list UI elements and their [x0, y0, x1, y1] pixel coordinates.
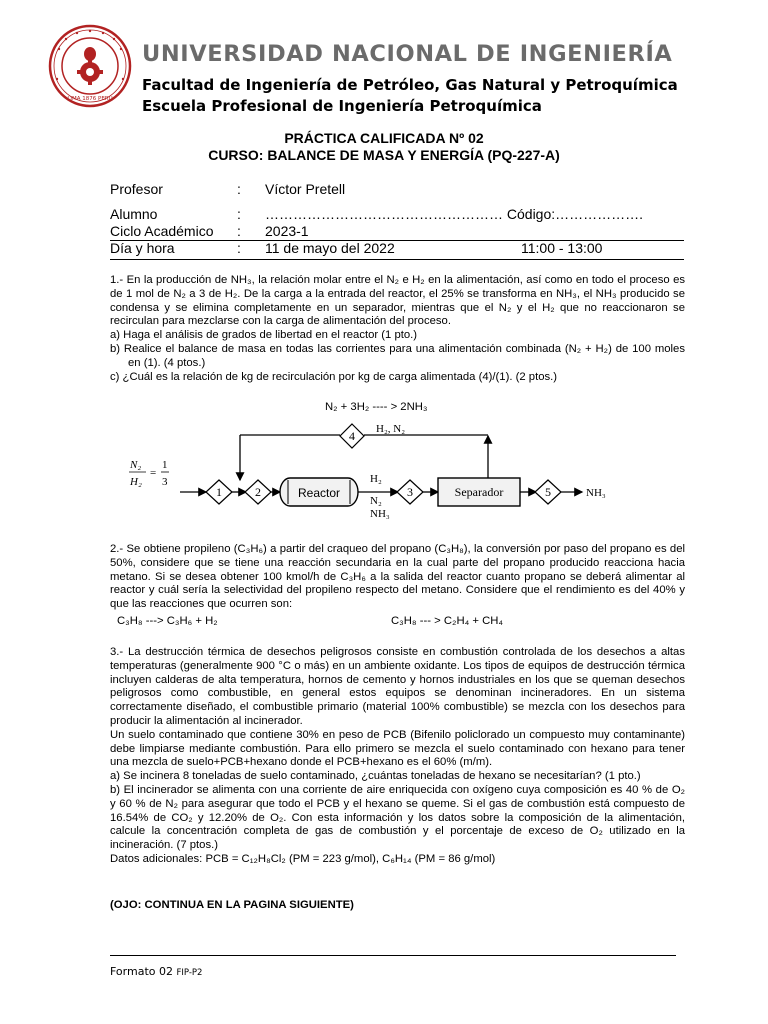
q3-paragraph-2: Un suelo contaminado que contiene 30% en peso de PCB (Bifenilo policlorado un compuesto muy contaminante) debe limpiarse mediante combustión. Para ello primero se mezcla el suelo contaminado con hexano para tener una mezcla de suelo+PCB+hexano donde el PCB+hexano es el 60% (m/m).: [110, 728, 685, 769]
ratio-denominator: H₂: [130, 476, 142, 488]
q3-part-b: b) El incinerador se alimenta con una corriente de aire enriquecida con oxígeno cuya composición es 40 % de O₂ y 60 % de N₂ para asegurar que todo el PCB y el hexano se queme. Si el gas de combustión está compuesto de 16.54% de CO₂ y 12.20% de O₂. Con esta información y los datos sobre la composición de la alimentación, calcule la concentración completa de gas de combustión y el porcentaje de exceso de O₂ utilizado en la incineración. (7 ptos.): [110, 783, 685, 852]
colon: :: [237, 223, 241, 239]
out-h2-label: H₂: [370, 473, 382, 485]
footer-format: [110, 965, 202, 978]
ciclo-value: 2023-1: [265, 223, 309, 239]
q1-part-a: a) Haga el análisis de grados de libertad en el reactor (1 pto.): [110, 329, 418, 342]
recycle-label: H₂, N₂: [376, 423, 406, 435]
q2-text: 2.- Se obtiene propileno (C₃H₆) a partir del craqueo del propano (C₃H₈), la conversión por paso del propano es del 50%, considere que se tiene una reacción secundaria en la cual parte del propano producido reacciona hacia metano. Si se desea obtener 100 kmol/h de C₃H₆ a la salida del reactor cuanto propano se deberá alimentar al reactor y cuál sería la selectividad del propileno respecto del metano. Considere que el rendimiento es del 40% y que las reacciones que ocurren son:: [110, 543, 685, 611]
q1-part-b: b) Realice el balance de masa en todas las corrientes para una alimentación combinada (N₂ + H₂) de 100 moles en (1). (4 ptos.): [110, 342, 685, 369]
stream-2-label: 2: [255, 485, 261, 499]
exam-title: PRÁCTICA CALIFICADA Nº 02: [284, 130, 484, 146]
ratio-value-den: 3: [162, 476, 168, 488]
q3-note: (OJO: CONTINUA EN LA PAGINA SIGUIENTE): [110, 899, 354, 911]
q2-reaction-1: C₃H₈ ---> C₃H₆ + H₂: [117, 615, 218, 627]
info-alumno: [110, 206, 690, 224]
hora-value: 11:00 - 13:00: [521, 240, 603, 256]
q3-data: Datos adicionales: PCB = C₁₂H₈Cl₂ (PM = 223 g/mol), C₆H₁₄ (PM = 86 g/mol): [110, 852, 496, 865]
stream-4-label: 4: [349, 429, 355, 443]
profesor-label: Profesor: [110, 181, 163, 197]
faculty-name: Facultad de Ingeniería de Petróleo, Gas Natural y Petroquímica: [142, 76, 678, 94]
info-dia: [110, 240, 690, 258]
footer-code: FIP-P2: [176, 968, 203, 978]
reactor-label: Reactor: [297, 486, 341, 500]
process-flow-diagram: [120, 418, 620, 528]
stream-5-label: 5: [545, 485, 551, 499]
colon: :: [237, 206, 241, 222]
q1-intro: 1.- En la producción de NH₃, la relación molar entre el N₂ e H₂ en la alimentación, así como en todo el proceso es de 1 mol de N₂ a 3 de H₂. De la carga a la entrada del reactor, el 25% se transforma en NH₃, el NH₃ producido se condensa y se elimina completamente en un separador, mientras que el N₂ y el H₂ que no reaccionaron se recirculan para mezclarse con la carga de alimentación del proceso.: [110, 274, 685, 328]
footer-format-text: Formato 02: [110, 965, 173, 978]
alumno-label: Alumno: [110, 206, 158, 222]
out-n2-label: N₂: [370, 495, 382, 507]
alumno-value: …………………………………………… Código:……………….: [265, 206, 644, 222]
question-3: [110, 646, 685, 867]
question-2: [110, 543, 685, 612]
ciclo-label: Ciclo Académico: [110, 223, 214, 239]
colon: :: [237, 181, 241, 197]
dia-label: Día y hora: [110, 240, 175, 256]
university-seal-logo: [48, 24, 132, 108]
ratio-value-num: 1: [162, 459, 168, 471]
stream-3-label: 3: [407, 485, 413, 499]
course-title: CURSO: BALANCE DE MASA Y ENERGÍA (PQ-227-A): [208, 147, 560, 163]
q2-reaction-2: C₃H₈ --- > C₂H₄ + CH₄: [391, 615, 504, 627]
svg-text:LIMA 1876 PERU: LIMA 1876 PERU: [67, 96, 113, 102]
product-label: NH₃: [586, 487, 606, 499]
q3-paragraph-1: 3.- La destrucción térmica de desechos peligrosos consiste en combustión controlada de los desechos a altas temperaturas (generalmente 900 °C o más) en un ambiente oxidante. Los tipos de equipos de destrucción térmica incluyen calderas de alta temperatura, hornos de cemento y hornos industriales en los que se queman desechos peligrosos como combustible, en general estos equipos se denominan incineradores. En un sistema correctamente diseñado, el combustible primario (material 100% combustible) se mezcla con los desechos para producir la alimentación al incinerador.: [110, 646, 685, 727]
q1-reaction: N₂ + 3H₂ ---- > 2NH₃: [325, 401, 428, 413]
ratio-equals: =: [150, 467, 157, 479]
info-ciclo: [110, 223, 690, 241]
profesor-value: Víctor Pretell: [265, 181, 346, 197]
ratio-numerator: N₂: [130, 459, 142, 471]
stream-1-label: 1: [216, 485, 222, 499]
footer-rule: [110, 955, 676, 956]
university-name: UNIVERSIDAD NACIONAL DE INGENIERÍA: [142, 41, 673, 67]
question-1: [110, 274, 685, 384]
dia-value: 11 de mayo del 2022: [265, 240, 395, 256]
info-divider-bottom: [110, 259, 684, 260]
separator-label: Separador: [454, 485, 504, 499]
out-nh3-label: NH₃: [370, 508, 390, 520]
school-name: Escuela Profesional de Ingeniería Petroquímica: [142, 97, 542, 115]
q1-part-c: c) ¿Cuál es la relación de kg de recirculación por kg de carga alimentada (4)/(1). (2 ptos.): [110, 370, 558, 383]
colon: :: [237, 240, 241, 256]
info-profesor: [110, 181, 690, 199]
q3-part-a: a) Se incinera 8 toneladas de suelo contaminado, ¿cuántas toneladas de hexano se necesitarían? (1 pto.): [110, 770, 641, 783]
